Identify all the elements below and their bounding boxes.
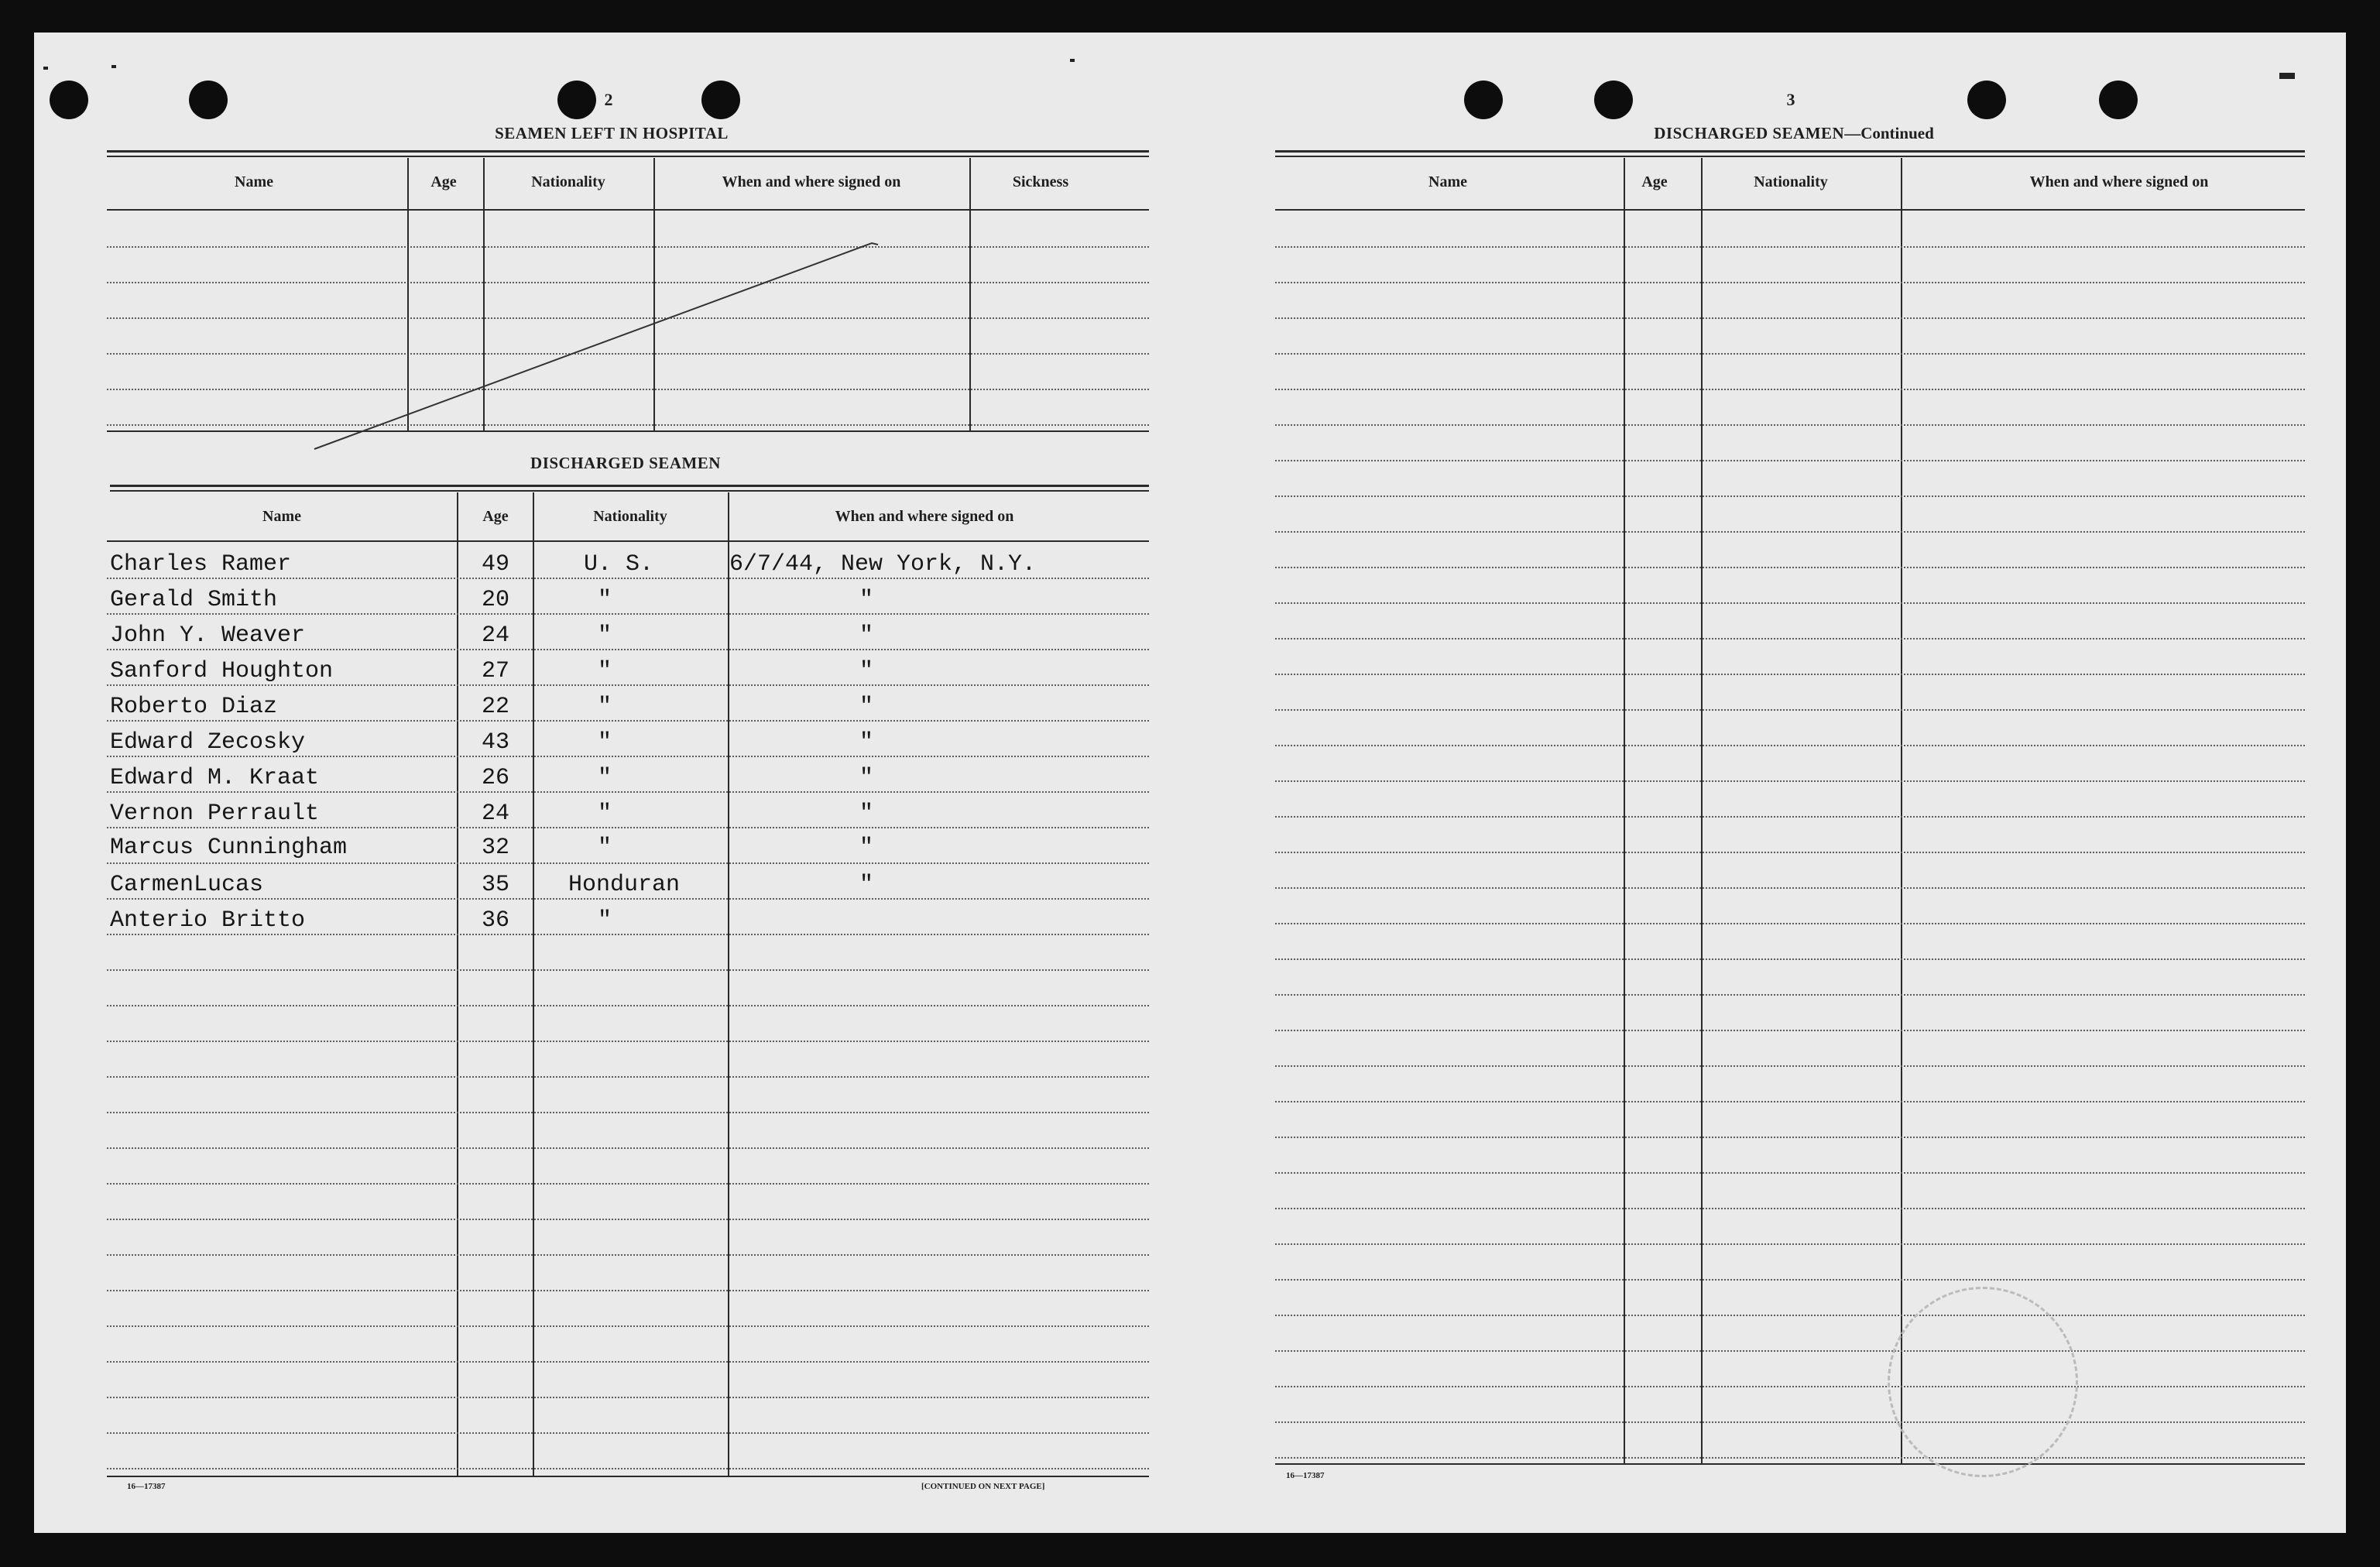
seaman-signed-on: ": [859, 765, 874, 791]
title-suffix: —Continued: [1844, 124, 1934, 142]
continued-note: [CONTINUED ON NEXT PAGE]: [921, 1482, 1045, 1491]
column-header-nationality: Nationality: [1754, 173, 1828, 190]
seaman-age: 49: [482, 551, 510, 578]
hospital-section-title: SEAMEN LEFT IN HOSPITAL: [495, 124, 729, 142]
seaman-name: Sanford Houghton: [110, 658, 334, 684]
page-number: 2: [604, 90, 613, 109]
seaman-age: 26: [482, 765, 510, 791]
seaman-age: 43: [482, 729, 510, 756]
seaman-nationality: ": [598, 907, 612, 934]
discharged-section-title: DISCHARGED SEAMEN: [530, 454, 721, 472]
title-main: DISCHARGED SEAMEN: [1654, 124, 1845, 142]
seaman-age: 24: [482, 622, 510, 649]
seaman-signed-on: ": [859, 658, 874, 684]
seaman-nationality: ": [598, 765, 612, 791]
discharged-continued-title: [1654, 124, 1933, 143]
seaman-nationality: ": [598, 622, 612, 649]
seaman-nationality: Honduran: [568, 872, 681, 898]
seaman-signed-on: ": [859, 694, 874, 720]
column-header-name: Name: [262, 508, 301, 525]
seaman-age: 22: [482, 694, 510, 720]
seaman-age: 36: [482, 907, 510, 934]
column-header-signed-on: When and where signed on: [722, 173, 901, 190]
dust-speck: [111, 65, 116, 68]
ledger-sheet: [34, 33, 2346, 1533]
seaman-nationality: ": [598, 729, 612, 756]
seaman-signed-on: ": [859, 729, 874, 756]
form-number: 16—17387: [127, 1482, 166, 1491]
seaman-nationality: ": [598, 587, 612, 613]
seaman-name: Edward Zecosky: [110, 729, 306, 756]
column-header-sickness: Sickness: [1012, 173, 1069, 190]
seaman-age: 35: [482, 872, 510, 898]
strike-through-line: [34, 33, 1190, 497]
dust-speck: [2279, 73, 2295, 79]
seaman-name: CarmenLucas: [110, 872, 264, 898]
column-header-age: Age: [430, 173, 457, 190]
seaman-signed-on: ": [859, 801, 874, 827]
seaman-signed-on: ": [859, 872, 874, 898]
seaman-age: 20: [482, 587, 510, 613]
seaman-nationality: ": [598, 801, 612, 827]
column-header-signed-on: When and where signed on: [2029, 173, 2209, 190]
seaman-name: Charles Ramer: [110, 551, 292, 578]
left-page: [34, 33, 1190, 1533]
seaman-nationality: ": [598, 835, 612, 861]
seaman-age: 27: [482, 658, 510, 684]
form-number: 16—17387: [1286, 1471, 1325, 1480]
seaman-name: Vernon Perrault: [110, 801, 320, 827]
seaman-name: Edward M. Kraat: [110, 765, 320, 791]
seaman-name: Roberto Diaz: [110, 694, 278, 720]
seaman-signed-on: ": [859, 622, 874, 649]
seaman-age: 32: [482, 835, 510, 861]
seaman-signed-on: 6/7/44, New York, N.Y.: [729, 551, 1037, 578]
punch-hole: [1967, 81, 2006, 119]
column-header-age: Age: [1641, 173, 1668, 190]
column-header-name: Name: [235, 173, 273, 190]
column-header-age: Age: [482, 508, 509, 525]
dust-speck: [43, 67, 48, 70]
faded-seal-stamp: [1888, 1287, 2078, 1477]
seaman-signed-on: ": [859, 835, 874, 861]
seaman-nationality: U. S.: [584, 551, 654, 578]
seaman-nationality: ": [598, 694, 612, 720]
seaman-name: Gerald Smith: [110, 587, 278, 613]
column-header-signed-on: When and where signed on: [835, 508, 1014, 525]
seaman-name: John Y. Weaver: [110, 622, 306, 649]
seaman-name: Anterio Britto: [110, 907, 306, 934]
seaman-name: Marcus Cunningham: [110, 835, 348, 861]
right-page: [1190, 33, 2346, 1533]
dust-speck: [1070, 59, 1075, 62]
column-header-name: Name: [1428, 173, 1467, 190]
page-number: 3: [1786, 90, 1795, 109]
column-header-nationality: Nationality: [531, 173, 605, 190]
seaman-signed-on: ": [859, 587, 874, 613]
punch-hole: [1594, 81, 1633, 119]
punch-hole: [2099, 81, 2138, 119]
seaman-age: 24: [482, 801, 510, 827]
seaman-nationality: ": [598, 658, 612, 684]
column-header-nationality: Nationality: [593, 508, 667, 525]
punch-hole: [1464, 81, 1503, 119]
